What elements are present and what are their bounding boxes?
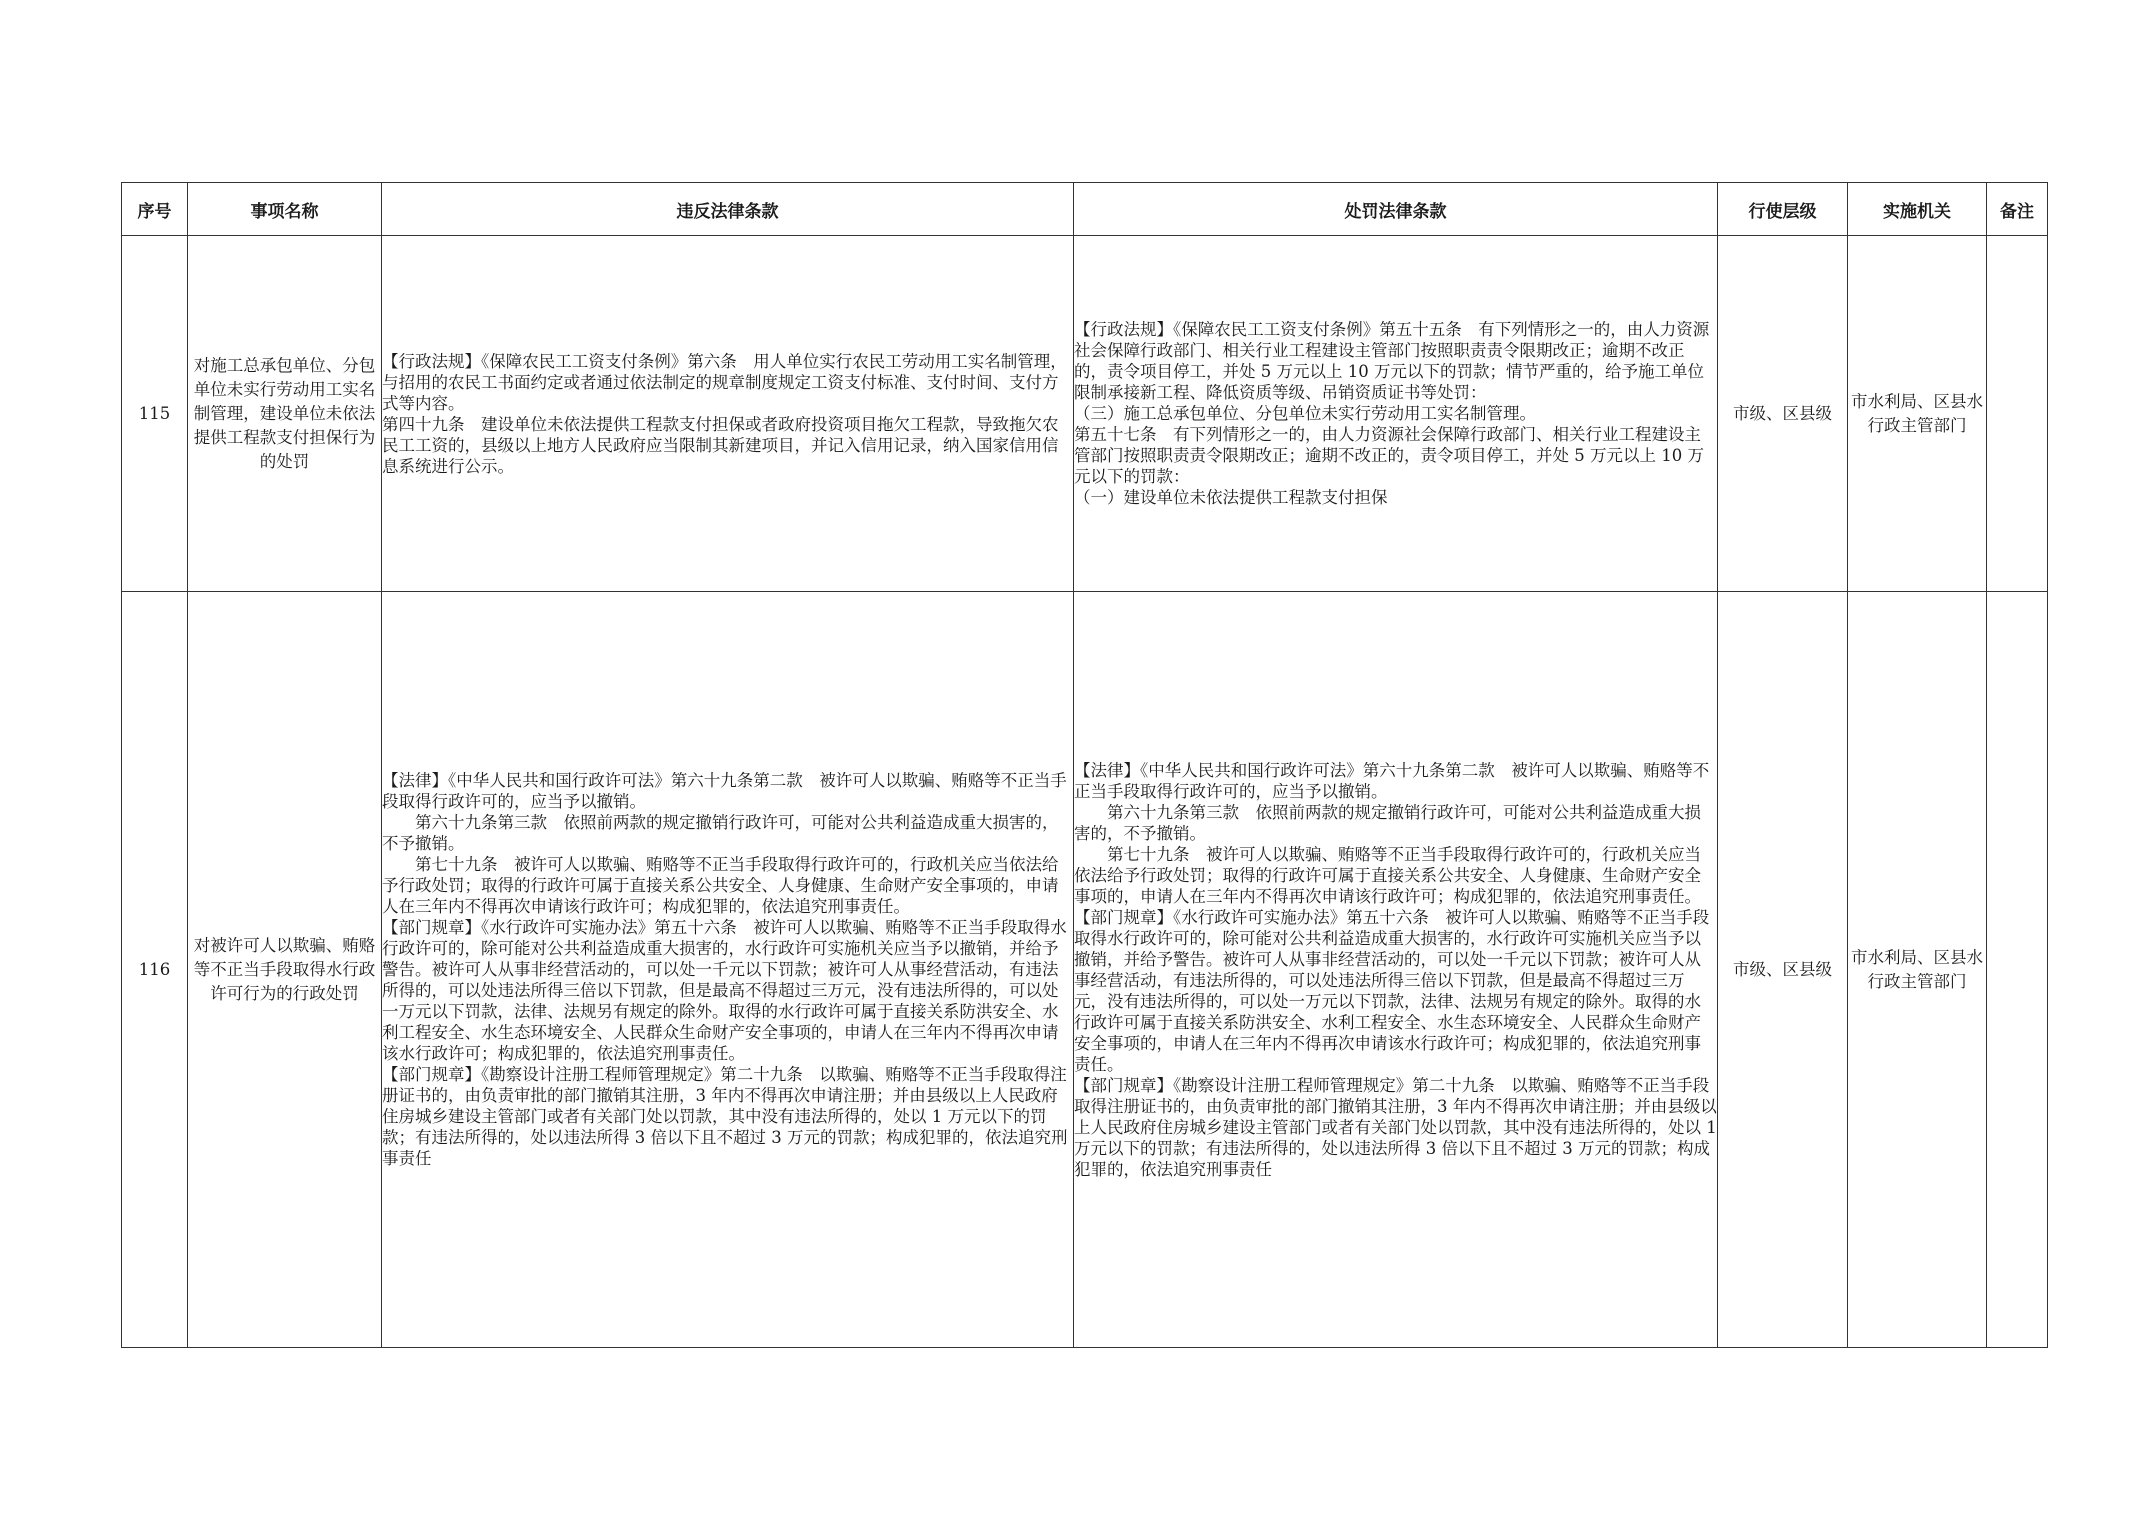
clause-paragraph: 【部门规章】《勘察设计注册工程师管理规定》第二十九条 以欺骗、贿赂等不正当手段取得注册证书的，由负责审批的部门撤销其注册，3 年内不得再次申请注册；并由县级以上人民政府住房城乡建设主管部门或者有关部门处以罚款，其中没有违法所得的，处以 1 万元以下的罚款；有违法所得的，处以违法所得 3 倍以下且不超过 3 万元的罚款；构成犯罪的，依法追究刑事责任 — [1074, 1075, 1717, 1179]
clause-paragraph: 【法律】《中华人民共和国行政许可法》第六十九条第二款 被许可人以欺骗、贿赂等不正当手段取得行政许可的，应当予以撤销。 — [382, 771, 1067, 811]
clause-paragraph: 第七十九条 被许可人以欺骗、贿赂等不正当手段取得行政许可的，行政机关应当依法给予行政处罚；取得的行政许可属于直接关系公共安全、人身健康、生命财产安全事项的，申请人在三年内不得再次申请该行政许可；构成犯罪的，依法追究刑事责任。 — [1074, 844, 1701, 906]
clause-paragraph: 第六十九条第三款 依照前两款的规定撤销行政许可，可能对公共利益造成重大损害的，不予撤销。 — [382, 813, 1059, 853]
exercise-level: 市级、区县级 — [1718, 592, 1848, 1348]
violated-clauses — [382, 236, 1074, 592]
clause-paragraph: 第七十九条 被许可人以欺骗、贿赂等不正当手段取得行政许可的，行政机关应当依法给予行政处罚；取得的行政许可属于直接关系公共安全、人身健康、生命财产安全事项的，申请人在三年内不得再次申请该行政许可；构成犯罪的，依法追究刑事责任。 — [382, 855, 1059, 916]
implementing-agency: 市水利局、区县水行政主管部门 — [1848, 592, 1987, 1348]
remarks — [1987, 236, 2048, 592]
table-row — [122, 236, 2048, 592]
clause-paragraph: 【部门规章】《勘察设计注册工程师管理规定》第二十九条 以欺骗、贿赂等不正当手段取得注册证书的，由负责审批的部门撤销其注册，3 年内不得再次申请注册；并由县级以上人民政府住房城乡建设主管部门或者有关部门处以罚款，其中没有违法所得的，处以 1 万元以下的罚款；有违法所得的，处以违法所得 3 倍以下且不超过 3 万元的罚款；构成犯罪的，依法追究刑事责任 — [382, 1065, 1068, 1168]
exercise-level: 市级、区县级 — [1718, 236, 1848, 592]
serial-no: 115 — [122, 236, 188, 592]
header-item-name: 事项名称 — [188, 183, 382, 236]
penalty-clauses — [1074, 592, 1718, 1348]
clause-paragraph: 【法律】《中华人民共和国行政许可法》第六十九条第二款 被许可人以欺骗、贿赂等不正当手段取得行政许可的，应当予以撤销。 — [1074, 760, 1710, 801]
header-serial-no: 序号 — [122, 183, 188, 236]
item-name: 对施工总承包单位、分包单位未实行劳动用工实名制管理，建设单位未依法提供工程款支付担保行为的处罚 — [188, 236, 382, 592]
clause-paragraph: （三）施工总承包单位、分包单位未实行劳动用工实名制管理。 — [1074, 404, 1536, 423]
header-exercise-level: 行使层级 — [1718, 183, 1848, 236]
implementing-agency: 市水利局、区县水行政主管部门 — [1848, 236, 1987, 592]
remarks — [1987, 592, 2048, 1348]
clause-paragraph: 【部门规章】《水行政许可实施办法》第五十六条 被许可人以欺骗、贿赂等不正当手段取得水行政许可的，除可能对公共利益造成重大损害的，水行政许可实施机关应当予以撤销，并给予警告。被许可人从事非经营活动的，可以处一千元以下罚款；被许可人从事经营活动，有违法所得的，可以处违法所得三倍以下罚款，但是最高不得超过三万元，没有违法所得的，可以处一万元以下罚款，法律、法规另有规定的除外。取得的水行政许可属于直接关系防洪安全、水利工程安全、水生态环境安全、人民群众生命财产安全事项的，申请人在三年内不得再次申请该水行政许可；构成犯罪的，依法追究刑事责任。 — [1074, 907, 1710, 1074]
penalty-items-table — [121, 182, 2048, 1348]
table-header-row — [122, 183, 2048, 236]
item-name: 对被许可人以欺骗、贿赂等不正当手段取得水行政许可行为的行政处罚 — [188, 592, 382, 1348]
header-remarks: 备注 — [1987, 183, 2048, 236]
clause-paragraph: （一）建设单位未依法提供工程款支付担保 — [1074, 488, 1388, 507]
header-violated-clauses: 违反法律条款 — [382, 183, 1074, 236]
clause-paragraph: 【部门规章】《水行政许可实施办法》第五十六条 被许可人以欺骗、贿赂等不正当手段取得水行政许可的，除可能对公共利益造成重大损害的，水行政许可实施机关应当予以撤销，并给予警告。被许可人从事非经营活动的，可以处一千元以下罚款；被许可人从事经营活动，有违法所得的，可以处违法所得三倍以下罚款，但是最高不得超过三万元，没有违法所得的，可以处一万元以下罚款，法律、法规另有规定的除外。取得的水行政许可属于直接关系防洪安全、水利工程安全、水生态环境安全、人民群众生命财产安全事项的，申请人在三年内不得再次申请该水行政许可；构成犯罪的，依法追究刑事责任。 — [382, 918, 1067, 1063]
header-penalty-clauses: 处罚法律条款 — [1074, 183, 1718, 236]
header-implementing-agency: 实施机关 — [1848, 183, 1987, 236]
clause-paragraph: 【行政法规】《保障农民工工资支付条例》第五十五条 有下列情形之一的，由人力资源社会保障行政部门、相关行业工程建设主管部门按照职责责令限期改正；逾期不改正的，责令项目停工，并处 5 万元以上 10 万元以下的罚款；情节严重的，给予施工单位限制承接新工程、降低资质等级、吊销资质证书等处罚： — [1074, 320, 1710, 402]
table-row — [122, 592, 2048, 1348]
violated-clauses — [382, 592, 1074, 1348]
clause-paragraph: 第四十九条 建设单位未依法提供工程款支付担保或者政府投资项目拖欠工程款，导致拖欠农民工工资的，县级以上地方人民政府应当限制其新建项目，并记入信用记录，纳入国家信用信息系统进行公示。 — [382, 414, 1059, 476]
clause-paragraph: 第六十九条第三款 依照前两款的规定撤销行政许可，可能对公共利益造成重大损害的，不予撤销。 — [1074, 802, 1701, 843]
serial-no: 116 — [122, 592, 188, 1348]
penalty-clauses — [1074, 236, 1718, 592]
clause-paragraph: 【行政法规】《保障农民工工资支付条例》第六条 用人单位实行农民工劳动用工实名制管理，与招用的农民工书面约定或者通过依法制定的规章制度规定工资支付标准、支付时间、支付方式等内容。 — [382, 351, 1067, 413]
clause-paragraph: 第五十七条 有下列情形之一的，由人力资源社会保障行政部门、相关行业工程建设主管部门按照职责责令限期改正；逾期不改正的，责令项目停工，并处 5 万元以上 10 万元以下的罚款： — [1074, 425, 1704, 486]
